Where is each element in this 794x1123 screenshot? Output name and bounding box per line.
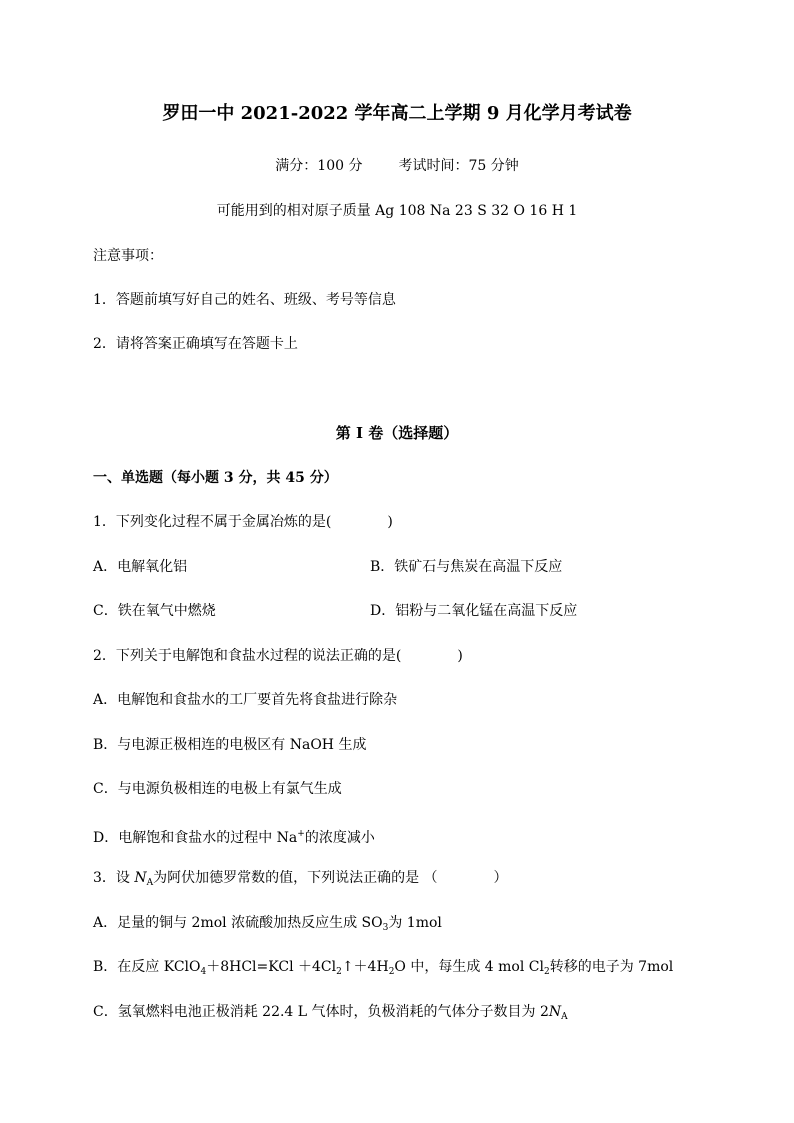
question-3-option-a (93, 913, 442, 938)
subscript: 2 (388, 967, 395, 977)
question-2-option-a: A．电解饱和食盐水的工厂要首先将食盐进行除杂 (93, 692, 398, 708)
option-d-text: D．电解饱和食盐水的过程中 Na (93, 830, 298, 846)
ion-charge: + (297, 829, 305, 839)
text: 转移的电子为 7mol (549, 959, 674, 975)
subscript: 3 (382, 923, 389, 933)
question-1-option-d: D．铝粉与二氧化锰在高温下反应 (370, 603, 578, 619)
question-1-option-a: A．电解氧化铝 (93, 559, 188, 575)
note-item-1: 1．答题前填写好自己的姓名、班级、考号等信息 (93, 292, 396, 308)
question-2-option-b: B．与电源正极相连的电极区有 NaOH 生成 (93, 737, 367, 753)
subscript: 2 (543, 967, 550, 977)
text: C．氢氧燃料电池正极消耗 22.4 L 气体时，负极消耗的气体分子数目为 2 (93, 1004, 549, 1020)
stem-suffix: 为阿伏加德罗常数的值，下列说法正确的是 （ ） (153, 870, 508, 886)
text: 为 1mol (388, 915, 442, 931)
question-2-option-d (93, 824, 375, 848)
question-1-stem: 1．下列变化过程不属于金属冶炼的是( ) (93, 514, 393, 530)
subscript: 4 (200, 967, 207, 977)
exam-info (0, 156, 794, 176)
question-2-stem: 2．下列关于电解饱和食盐水过程的说法正确的是( ) (93, 648, 463, 664)
full-score: 满分：100 分 (275, 158, 363, 174)
text: B．在反应 KClO (93, 959, 201, 975)
text: ＋8HCl=KCl ＋4Cl (206, 959, 337, 975)
avogadro-subscript: A (146, 878, 154, 888)
avogadro-symbol: N (134, 870, 147, 886)
atomic-masses: 可能用到的相对原子质量 Ag 108 Na 23 S 32 O 16 H 1 (216, 203, 578, 219)
question-3-stem (93, 868, 508, 893)
avogadro-symbol: N (548, 1004, 562, 1020)
text: O 中，每生成 4 mol Cl (394, 959, 544, 975)
stem-prefix: 3．设 (93, 870, 135, 886)
note-item-2: 2．请将答案正确填写在答题卡上 (93, 336, 298, 352)
notes-heading: 注意事项： (93, 248, 163, 264)
question-3-option-b (93, 957, 673, 982)
question-1-option-b: B．铁矿石与焦炭在高温下反应 (370, 559, 563, 575)
question-1-option-c: C．铁在氧气中燃烧 (93, 603, 216, 619)
option-d-text-end: 的浓度减小 (304, 830, 375, 846)
text: A．足量的铜与 2mol 浓硫酸加热反应生成 SO (93, 915, 383, 931)
avogadro-subscript: A (561, 1012, 568, 1022)
exam-time: 考试时间：75 分钟 (398, 158, 519, 174)
text: ↑＋4H (341, 959, 389, 975)
subscript: 2 (336, 967, 342, 977)
question-3-option-c (93, 1002, 568, 1027)
question-2-option-c: C．与电源负极相连的电极上有氯气生成 (93, 781, 342, 797)
volume-title: 第 I 卷（选择题） (335, 424, 459, 442)
exam-title: 罗田一中 2021-2022 学年高二上学期 9 月化学月考试卷 (162, 103, 632, 124)
part-title: 一、单选题（每小题 3 分，共 45 分） (93, 470, 338, 486)
